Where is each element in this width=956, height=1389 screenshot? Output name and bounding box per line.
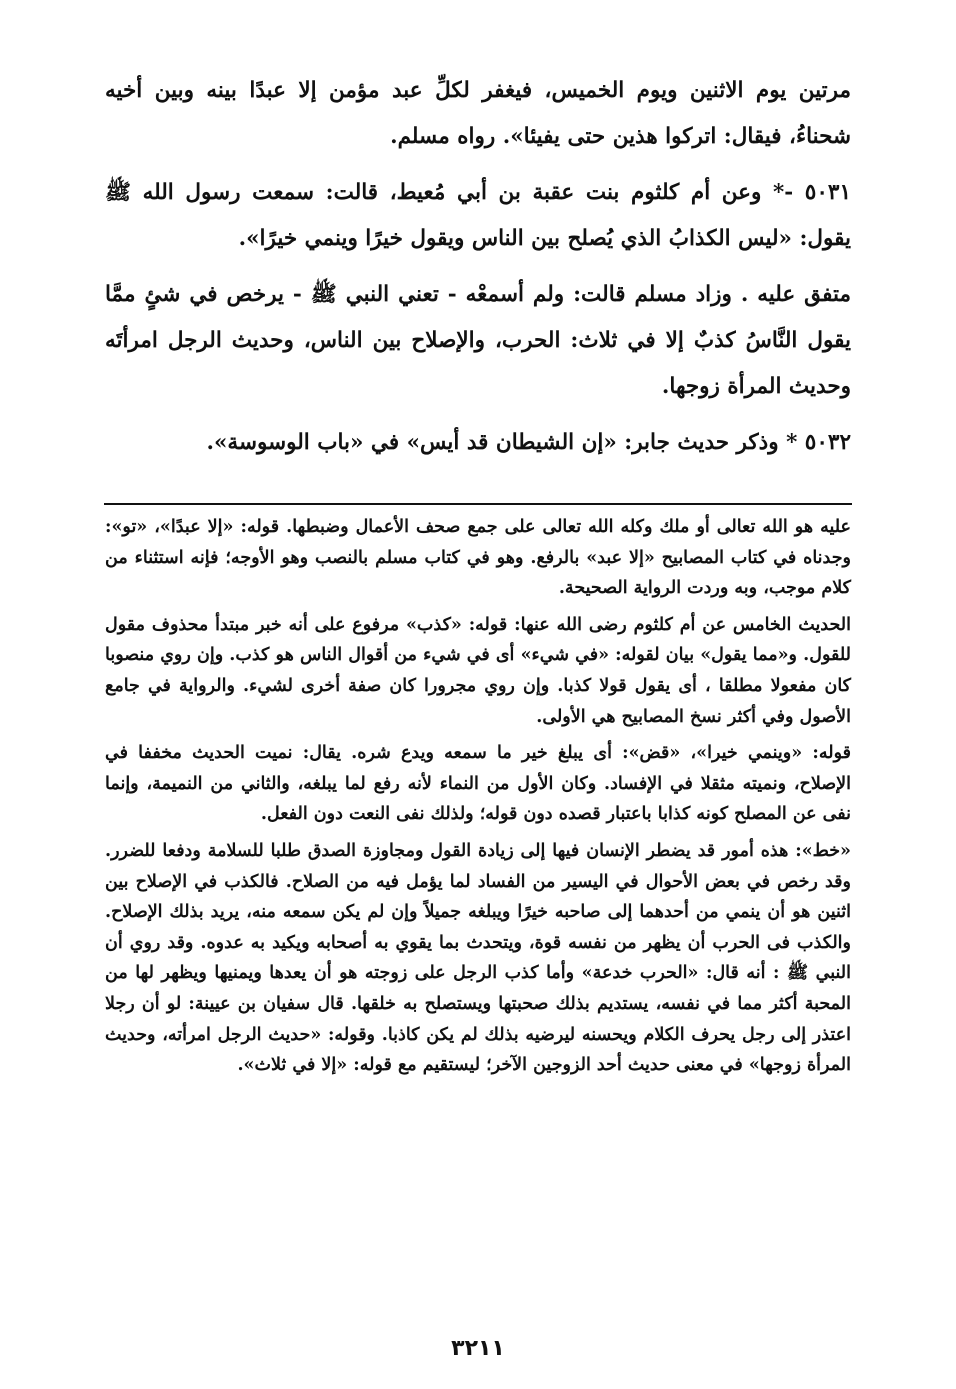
- footnote-divider: [104, 503, 852, 505]
- hadith-paragraph-continuation: مرتين يوم الاثنين ويوم الخميس، فيغفر لكلِّ عبد مؤمن إلا عبدًا بينه وبين أخيه شحناءُ، فيقال: اتركوا هذين حتى يفيئا». رواه مسلم.: [105, 78, 851, 149]
- commentary-paragraph: عليه هو الله تعالى أو ملك وكله الله تعالى على جمع صحف الأعمال وضبطها. قوله: «إلا عبدًا»، «تو»: وجدناه في كتاب المصابيح «إلا عبد» بالرفع. وهو في كتاب مسلم بالنصب وهو الأوجه؛ فإنه استثناء من كلام موجب، وبه وردت الرواية الصحيحة.: [105, 517, 851, 599]
- commentary-notes: [105, 512, 851, 1087]
- hadith-5031-addition: متفق عليه . وزاد مسلم قالت: ولم أسمعْه - تعني النبي ﷺ - يرخص في شئٍ ممَّا يقول النَّاسُ كذبٌ إلا في ثلاث: الحرب، والإصلاح بين الناس، وحديث الرجل امرأتَه وحديث المرأة زوجها.: [105, 282, 851, 399]
- hadith-text: [105, 68, 851, 466]
- commentary-paragraph: «خط»: هذه أمور قد يضطر الإنسان فيها إلى زيادة القول ومجاوزة الصدق طلبا للسلامة ودفعا للضرر. وقد رخص في بعض الأحوال في اليسير من الفساد لما يؤمل فيه من الصلاح. فالكذب في الإصلاح بين اثنين هو أن ينمي من أحدهما إلى صاحبه خيرًا ويبلغه جميلاً وإن لم يكن سمعه منه، يريد بذلك الإصلاح. والكذب فى الحرب أن يظهر من نفسه قوة، ويتحدث بما يقوي به أصحابه ويكيد به عدوه. وقد روي أن النبي ﷺ : أنه قال: «الحرب خدعة» وأما كذب الرجل على زوجته هو أن يعدها ويمنيها ويظهر لها من المحبة أكثر مما في نفسه، يستديم بذلك صحبتها ويستصلح به خلقها. قال سفيان بن عيينة: لو أن رجلا اعتذر إلى رجل يحرف الكلام ويحسنه ليرضيه بذلك لم يكن كاذبا. وقوله: «حديث الرجل امرأته، وحديث المرأة زوجها» في معنى حديث أحد الزوجين الآخر؛ ليستقيم مع قوله: «إلا في ثلاث».: [105, 840, 851, 1076]
- page-number: ٣٢١١: [451, 1336, 505, 1361]
- hadith-5031: ٥٠٣١ -* وعن أم كلثوم بنت عقبة بن أبي مُعيط، قالت: سمعت رسول الله ﷺ يقول: «ليس الكذابُ الذي يُصلح بين الناس ويقول خيرًا وينمي خيرًا».: [105, 180, 851, 251]
- commentary-paragraph: قوله: «وينمي خيرا»، «قض»: أى يبلغ خير ما سمعه ويدع شره. يقال: نميت الحديث مخففا في الإصلاح، ونميته مثقلا في الإفساد. وكان الأول من النماء لأنه رفع لما يبلغه، والثاني من النميمة، وإنما نفى عن المصلح كونه كذابا باعتبار قصده دون قوله؛ ولذلك نفى النعت دون الفعل.: [105, 743, 851, 825]
- commentary-paragraph: الحديث الخامس عن أم كلثوم رضى الله عنها: قوله: «كذب» مرفوع على أنه خبر مبتدأ محذوف مقول للقول. و«مما يقول» بيان لقوله: «في شيء» أى في شيء من أقوال الناس هو كذب. وإن روي منصوبا كان مفعولا مطلقا ، أى يقول قولا كذبا. وإن روي مجرورا كان صفة أخرى لشيء. والرواية في جامع الأصول وفي أكثر نسخ المصابيح هي الأولى.: [105, 614, 851, 727]
- hadith-5032: ٥٠٣٢ * وذكر حديث جابر: «إن الشيطان قد أيس» في «باب الوسوسة».: [206, 430, 851, 455]
